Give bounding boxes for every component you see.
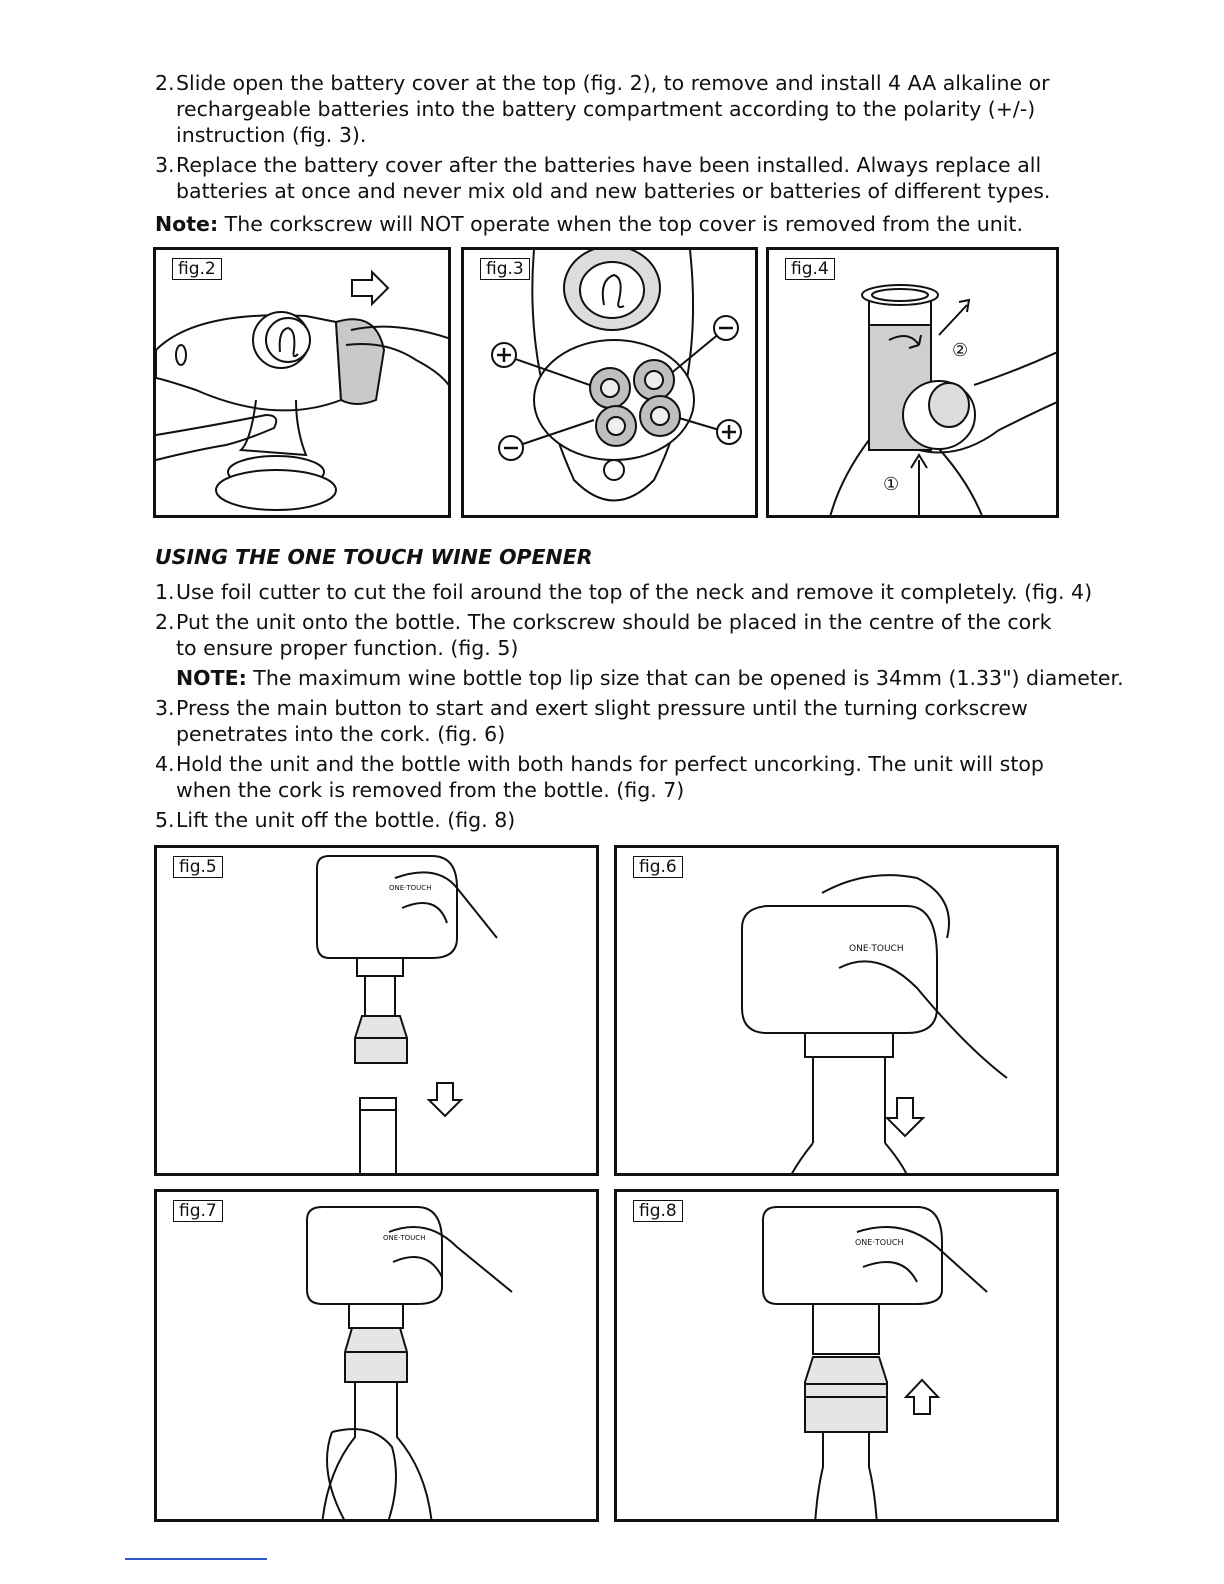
marker-2: ② (952, 340, 969, 361)
note-text: The maximum wine bottle top lip size that can be opened is 34mm (1.33") diameter. (246, 666, 1124, 690)
step-line: batteries at once and never mix old and new batteries or batteries of different types. (176, 179, 1051, 203)
figure-6 (614, 845, 1059, 1176)
step-number: 4. (155, 752, 175, 776)
step-line: penetrates into the cork. (fig. 6) (176, 722, 506, 746)
note-lip-size (176, 665, 1124, 691)
step-number: 2. (155, 610, 175, 634)
step-number: 1. (155, 580, 175, 604)
step-number: 3. (155, 696, 175, 720)
marker-1: ① (883, 474, 900, 495)
step-line: Hold the unit and the bottle with both hands for perfect uncorking. The unit will stop (176, 752, 1044, 776)
figure-3 (461, 247, 758, 518)
step-line: when the cork is removed from the bottle. (fig. 7) (176, 778, 685, 802)
step-line: Replace the battery cover after the batteries have been installed. Always replace all (176, 153, 1042, 177)
brand-logo: ONE·TOUCH (855, 1238, 904, 1247)
step-number: 3. (155, 153, 175, 177)
figure-8 (614, 1189, 1059, 1522)
footer-rule (125, 1558, 267, 1560)
figure-5 (154, 845, 599, 1176)
figure-4 (766, 247, 1059, 518)
step-line: Use foil cutter to cut the foil around the top of the neck and remove it completely. (fig. 4) (176, 580, 1093, 604)
step-line: Press the main button to start and exert slight pressure until the turning corkscrew (176, 696, 1028, 720)
step-number: 2. (155, 71, 175, 95)
note-text: The corkscrew will NOT operate when the top cover is removed from the unit. (218, 212, 1023, 236)
step-line: Lift the unit off the bottle. (fig. 8) (176, 808, 516, 832)
note-label: NOTE: (176, 666, 247, 690)
figure-label: fig.4 (785, 258, 835, 280)
fig7-illustration (157, 1192, 599, 1522)
figure-label: fig.2 (172, 258, 222, 280)
step-line: Put the unit onto the bottle. The corkscrew should be placed in the centre of the cork (176, 610, 1052, 634)
step-line: instruction (fig. 3). (176, 123, 367, 147)
step-line: rechargeable batteries into the battery compartment according to the polarity (+/-) (176, 97, 1036, 121)
figure-label: fig.7 (173, 1200, 223, 1222)
note-top-cover (155, 211, 1023, 237)
fig3-illustration (464, 250, 758, 518)
brand-logo: ONE·TOUCH (383, 1234, 426, 1242)
step-line: Slide open the battery cover at the top (fig. 2), to remove and install 4 AA alkaline or (176, 71, 1050, 95)
section-heading: USING THE ONE TOUCH WINE OPENER (155, 545, 593, 569)
brand-logo: ONE·TOUCH (389, 884, 432, 892)
step-line: to ensure proper function. (fig. 5) (176, 636, 519, 660)
figure-label: fig.3 (480, 258, 530, 280)
fig6-illustration (617, 848, 1059, 1176)
fig5-illustration (157, 848, 599, 1176)
fig4-illustration (769, 250, 1059, 518)
figure-label: fig.8 (633, 1200, 683, 1222)
figure-label: fig.5 (173, 856, 223, 878)
figure-7 (154, 1189, 599, 1522)
fig8-illustration (617, 1192, 1059, 1522)
step-number: 5. (155, 808, 175, 832)
figure-label: fig.6 (633, 856, 683, 878)
fig2-illustration (156, 250, 451, 518)
figure-2 (153, 247, 451, 518)
note-label: Note: (155, 212, 219, 236)
brand-logo: ONE·TOUCH (849, 944, 904, 954)
